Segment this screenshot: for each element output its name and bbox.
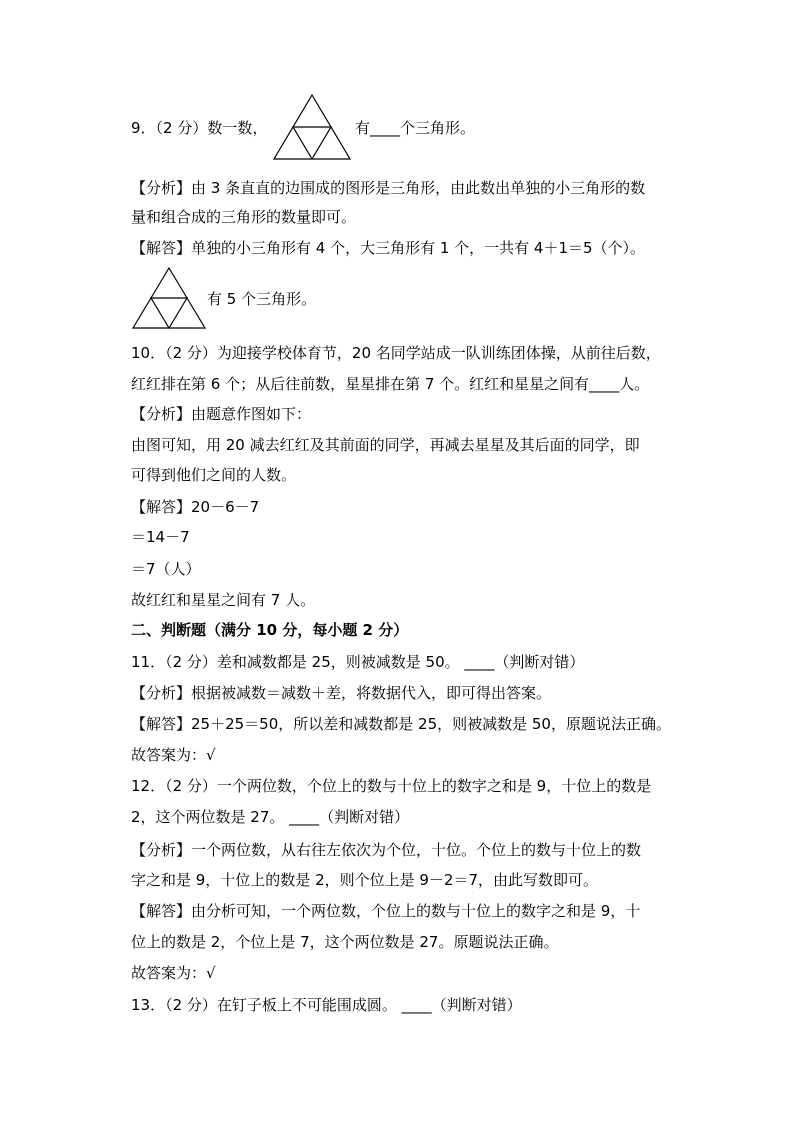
q9-prefix: 9．（2 分）数一数， xyxy=(131,119,268,137)
q12-analysis-line-1: 【分析】一个两位数，从右往左依次为个位，十位。个位上的数与十位上的数 xyxy=(131,841,642,859)
q10-answer-line-1: 【解答】20－6－7 xyxy=(131,498,260,516)
q10-analysis-line-3: 可得到他们之间的人数。 xyxy=(131,466,297,484)
q10-answer-line-3: ＝7（人） xyxy=(131,560,201,578)
q9-analysis-line-2: 量和组合成的三角形的数量即可。 xyxy=(131,208,357,226)
q12-answer-line-3: 故答案为：√ xyxy=(131,964,216,982)
q10-analysis-line-1: 【分析】由题意作图如下： xyxy=(131,405,312,423)
q11-answer-line-1: 【解答】25＋25＝50，所以差和减数都是 25，则被减数是 50，原题说法正确。 xyxy=(131,715,671,733)
q11-line-1: 11．（2 分）差和减数都是 25，则被减数是 50。 ____（判断对错） xyxy=(131,653,585,671)
q9-analysis-line-1: 【分析】由 3 条直直的边围成的图形是三角形，由此数出单独的小三角形的数 xyxy=(131,179,646,197)
q12-answer-line-1: 【解答】由分析可知，一个两位数，个位上的数与十位上的数字之和是 9，十 xyxy=(131,902,641,920)
q12-line-2: 2，这个两位数是 27。 ____（判断对错） xyxy=(131,808,410,826)
q11-analysis-line-1: 【分析】根据被减数＝减数＋差，将数据代入，即可得出答案。 xyxy=(131,684,552,702)
q9-suffix: 有____个三角形。 xyxy=(355,119,476,137)
q9-answer-line-2: 有 5 个三角形。 xyxy=(207,290,317,308)
q13-line-1: 13．（2 分）在钉子板上不可能围成圆。 ____（判断对错） xyxy=(131,996,522,1014)
q10-line-1: 10．（2 分）为迎接学校体育节，20 名同学站成一队训练团体操，从前往后数， xyxy=(131,344,661,362)
q10-analysis-line-2: 由图可知，用 20 减去红红及其前面的同学，再减去星星及其后面的同学，即 xyxy=(131,436,640,454)
q12-line-1: 12．（2 分）一个两位数，个位上的数与十位上的数字之和是 9，十位上的数是 xyxy=(131,777,652,795)
q10-line-2: 红红排在第 6 个；从后往前数，星星排在第 7 个。红红和星星之间有____人。 xyxy=(131,375,650,393)
section-2-title: 二、判断题（满分 10 分，每小题 2 分） xyxy=(131,621,409,639)
q9-triangle-figure xyxy=(272,93,352,161)
q12-answer-line-2: 位上的数是 2，个位上是 7，这个两位数是 27。原题说法正确。 xyxy=(131,933,559,951)
q12-analysis-line-2: 字之和是 9，十位上的数是 2，则个位上是 9－2＝7，由此写数即可。 xyxy=(131,871,599,889)
q10-answer-line-2: ＝14－7 xyxy=(131,528,190,546)
q9-answer-line-1: 【解答】单独的小三角形有 4 个，大三角形有 1 个，一共有 4＋1＝5（个）。 xyxy=(131,239,646,257)
q10-answer-line-4: 故红红和星星之间有 7 人。 xyxy=(131,591,316,609)
q11-answer-line-2: 故答案为：√ xyxy=(131,746,216,764)
q9-answer-triangle-figure xyxy=(131,266,207,330)
